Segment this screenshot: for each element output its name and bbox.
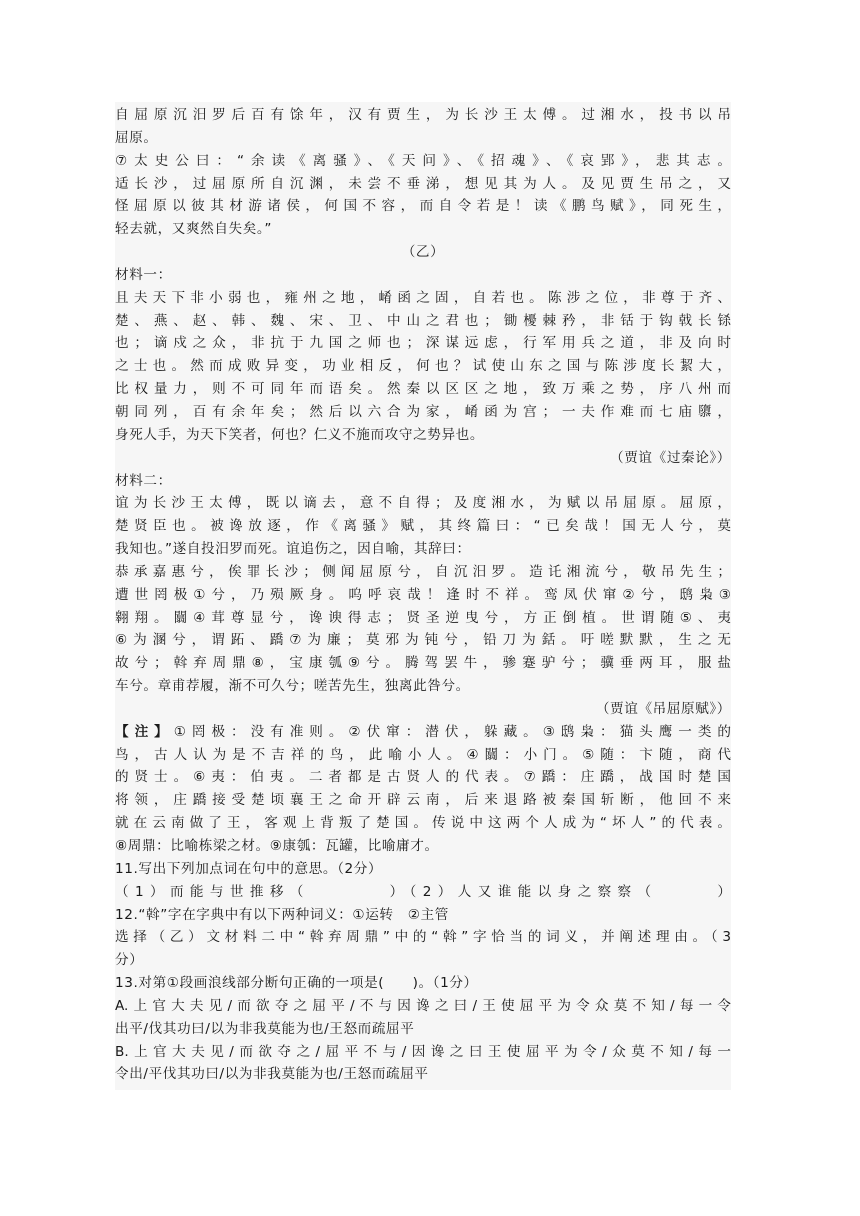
material-one-source: （贾谊《过秦论》） (610, 449, 731, 466)
text-line: 楚贤臣也。被谗放逐，作《离骚》赋，其终篇曰：“已矣哉！国无人兮，莫 (115, 518, 731, 535)
text-line: 且夫天下非小弱也，雍州之地，崤函之固，自若也。陈涉之位，非尊于齐、 (115, 289, 731, 306)
text-line: 的贤士。⑥夷：伯夷。二者都是古贤人的代表。⑦蹻：庄蹻，战国时楚国 (115, 769, 731, 786)
text-line: 自屈原沉汨罗后百有馀年，汉有贾生，为长沙王太傅。过湘水，投书以吊 (115, 107, 731, 123)
text-line: ⑥为溷兮，谓跖、蹻⑦为廉；莫邪为钝兮，铅刀为銛。吁嗟默默，生之无 (115, 632, 731, 649)
question-13-option-b: 令出/平伐其功曰/以为非我莫能为也/王怒而疏屈平 (115, 1066, 429, 1083)
question-13-option-a: A.上官大夫见/而欲夺之屈平/不与因谗之曰/王使屈平为令众莫不知/每一令 (115, 997, 731, 1014)
question-11-part-1: （1）而能与世推移（ ） (115, 883, 410, 900)
text-line: ⑦太史公曰：“余读《离骚》、《天问》、《招魂》、《哀郢》，悲其志。 (115, 152, 731, 169)
text-line: 翱翔。闒④茸尊显兮，谗谀得志；贤圣逆曳兮，方正倒植。世谓随⑤、夷 (115, 609, 731, 626)
question-13-option-b: B.上官大夫见/而欲夺之/屈平不与/因谗之曰王使屈平为令/众莫不知/每一 (115, 1043, 731, 1060)
question-12-line: 12.“斡”字在字典中有以下两种词义：①运转 ②主管 (115, 906, 449, 923)
text-line: 我知也。”遂自投汨罗而死。谊追伤之，因自喻，其辞曰： (115, 541, 471, 558)
question-11-title: 11.写出下列加点词在句中的意思。（2分） (115, 860, 383, 877)
question-13-option-a: 出平/伐其功曰/以为非我莫能为也/王怒而疏屈平 (115, 1020, 415, 1037)
text-line: 比权量力，则不可同年而语矣。然秦以区区之地，致万乘之势，序八州而 (115, 381, 731, 398)
question-12-line: 选择（乙）文材料二中“斡弃周鼎”中的“斡”字恰当的词义，并阐述理由。（3 (115, 929, 731, 946)
notes-line (115, 721, 731, 744)
text-line: 车兮。章甫荐履，渐不可久兮；嗟苦先生，独离此咎兮。 (115, 678, 470, 695)
text-line: 适长沙，过屈原所自沉渊，未尝不垂涕，想见其为人。及见贾生吊之，又 (115, 175, 731, 192)
text-line: 鸟，古人认为是不吉祥的鸟，此喻小人。④闒：小门。⑤随：卞随，商代 (115, 746, 731, 763)
section-heading-yi: （乙） (401, 244, 445, 261)
text-line: 之士也。然而成败异变，功业相反，何也？试使山东之国与陈涉度长絜大， (115, 358, 731, 375)
text-line: 怪屈原以彼其材游诸侯，何国不容，而自令若是！读《鹏鸟赋》，同死生， (115, 198, 731, 215)
text-line: 轻去就，又爽然自失矣。” (115, 221, 272, 238)
text-line: 屈原。 (115, 129, 158, 146)
text-line: 楚、燕、赵、韩、魏、宋、卫、中山之君也；锄櫌棘矜，非铦于钩戟长铩 (115, 312, 731, 329)
text-line: ⑧周鼎：比喻栋梁之材。⑨康瓠：瓦罐，比喻庸才。 (115, 838, 439, 854)
material-two-label: 材料二： (115, 472, 172, 489)
text-line: 身死人手，为天下笑者，何也？仁义不施而攻守之势异也。 (115, 426, 485, 443)
text-line: 朝同列，百有余年矣；然后以六合为家，崤函为宫；一夫作难而七庙隳， (115, 403, 731, 420)
note-text: ①罔极：没有准则。②伏窜：潜伏，躲藏。③鸱枭：猫头鹰一类的 (173, 723, 732, 740)
exam-page (115, 102, 731, 1090)
text-line: 就在云南做了王，客观上背叛了楚国。传说中这两个人成为“坏人”的代表。 (115, 815, 731, 832)
text-line: 恭承嘉惠兮，俟罪长沙；侧闻屈原兮，自沉汨罗。造讬湘流兮，敬吊先生； (115, 563, 731, 580)
fu-source: （贾谊《吊屈原赋》） (595, 700, 731, 717)
material-one-label: 材料一： (115, 266, 172, 283)
text-line: 故兮；斡弃周鼎⑧，宝康瓠⑨兮。腾驾罢牛，骖蹇驴兮；骥垂两耳，服盐 (115, 655, 731, 672)
question-11-part-2: （2）人又谁能以身之察察（ ） (409, 883, 731, 900)
text-line: 将领，庄蹻接受楚顷襄王之命开辟云南，后来退路被秦国斩断，他回不来 (115, 792, 731, 809)
question-12-line: 分） (115, 952, 144, 969)
question-13-title: 13.对第①段画浪线部分断句正确的一项是( )。（1分） (115, 975, 478, 992)
text-line: 遭世罔极①兮，乃殒厥身。呜呼哀哉！逢时不祥。鸾凤伏窜②兮，鸱枭③ (115, 586, 731, 603)
text-line: 谊为长沙王太傅，既以谪去，意不自得；及度湘水，为赋以吊屈原。屈原， (115, 495, 731, 512)
question-11-parts (115, 881, 731, 904)
note-label: 【注】 (115, 723, 174, 740)
text-line: 也；谪戍之众，非抗于九国之师也；深谋远虑，行军用兵之道，非及向时 (115, 335, 731, 352)
